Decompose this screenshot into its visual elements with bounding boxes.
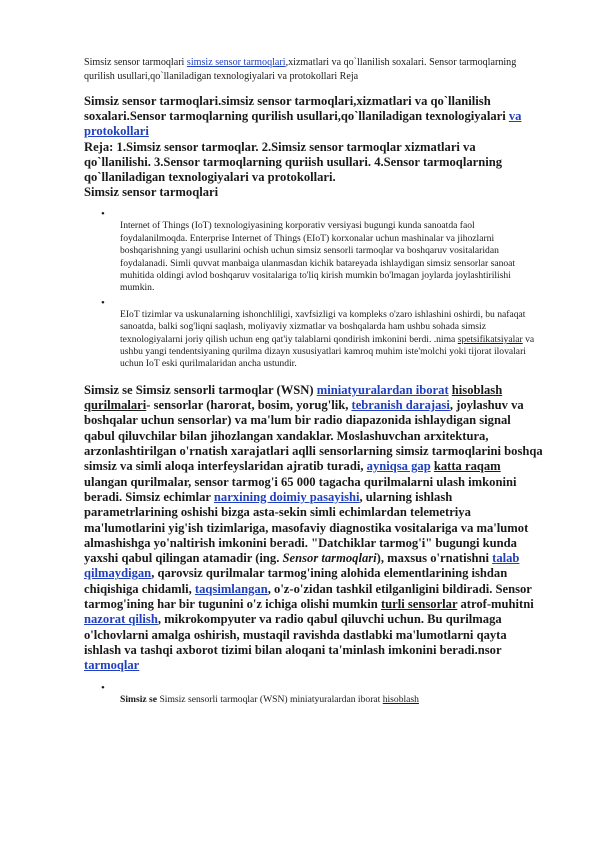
wsn-link[interactable]: miniatyuralardan iborat: [316, 382, 449, 397]
wsn-link[interactable]: narxining doimiy pasayishi: [213, 489, 360, 504]
intro-paragraph: [84, 56, 544, 84]
list-item-text: Simsiz se Simsiz sensorli tarmoqlar (WSN) miniatyuralardan iborat hisoblash: [120, 693, 419, 705]
bullet-icon: •: [101, 296, 105, 309]
plan-text: Reja: 1.Simsiz sensor tarmoqlar. 2.Simsiz sensor tarmoqlar xizmatlari va qo`llanilishi. 3.Sensor tarmoqlarning quriish usullari. 4.Sensor tarmoqlarning qo`llaniladigan texnologiyalari va protokollari.: [84, 139, 503, 185]
wsn-link[interactable]: nazorat qilish: [84, 612, 158, 627]
intro-text: Simsiz sensor tarmoqlari: [84, 57, 187, 68]
wsn-link[interactable]: tebranish darajasi: [351, 398, 450, 413]
heading-title: Simsiz sensor tarmoqlari.simsiz sensor tarmoqlari,xizmatlari va qo`llanilish soxalari.Sensor tarmoqlarning qurilish usullari,qo`llaniladigan texnologiyalari: [84, 94, 509, 124]
list-item-text: Internet of Things (IoT) texnologiyasining korporativ versiyasi bugungi kunda sanoatda faol foydalanilmoqda. Enterprise Internet of Things (EIoT) korxonalar uchun mashinalar va jihozlarni boshqarishning yangi usullarini ochish uchun simsiz sensorli tarmoqlar va boshqaruv vositalaridan foydalanadi. Simli quvvat manbaiga ulanmasdan kichik batareyada ishlaydigan simsiz sensorlar sanoat muhitida oldingi avlod boshqaruv vositalariga to'liq kirish mumkin bo'lmagan joylarda joylashtirilishi mumkin.: [120, 220, 516, 294]
list-item: [84, 297, 544, 371]
list-item-text: EIoT tizimlar va uskunalarning ishonchliligi, xavfsizligi va kompleks o'zaro ishlashini oshirdi, bu nafaqat sanoatda, balki sog'liqni saqlash, moliyaviy xizmatlar va boshqalarda ham ushbu sohada simsiz texnologiyalarni joriy qilish uchun eng qat'iy talablarni qondirish imkonini berdi. .nima spetsifikatsiyalar va ushbu yangi tendentsiyaning qurilma dizayn xususiyatlari kamroq muhim iste'molchi yoki tijorat ilovalari uchun IoT eski qurilmalaridan ancha ustundir.: [120, 308, 535, 370]
wsn-link[interactable]: turli sensorlar: [380, 597, 458, 612]
hisoblash-link[interactable]: hisoblash: [382, 693, 419, 705]
wsn-link[interactable]: taqsimlangan: [194, 581, 268, 596]
wsn-paragraph: Simsiz se Simsiz sensorli tarmoqlar (WSN) miniatyuralardan iborat hisoblash qurilmalari- sensorlar (harorat, bosim, yorug'lik, tebranish darajasi, joylashuv va boshqalar uchun sensorlar) va ma'lum bir radio diapazonida ishlaydigan signal qabul qiluvchilar bilan jihozlangan xandaklar. Moslashuvchan arxitektura, arzonlashtirilgan o'rnatish xarajatlari aqlli sensorlarning simsiz tarmoqlarini boshqa simsiz va simli aloqa interfeyslaridan ajratib turadi, ayniqsa gap katta raqam ulangan qurilmalar, sensor tarmog'i 65 000 tagacha qurilmalarni ulash imkonini beradi. Simsiz echimlar narxining doimiy pasayishi, ularning ishlash parametrlarining oshishi bizga asta-sekin simli echimlardan telemetriya ma'lumotlarini yig'ish tizimlariga, masofaviy diagnostika vositalariga va ma'lumot almashishga yo'naltirish imkonini beradi. "Datchiklar tarmog'i" bugungi kunda yaxshi qabul qilingan atamadir (ing. Sensor tarmoqlari), maxsus o'rnatishni talab qilmaydigan, qarovsiz qurilmalar tarmog'ining alohida elementlarining ishdan chiqishiga chidamli, taqsimlangan, o'z-o'zidan tashkil etilganligini bildiradi. Sensor tarmog'ining har bir tugunini o'z ichiga olishi mumkin turli sensorlar atrof-muhitni nazorat qilish, mikrokompyuter va radio qabul qiluvchi uchun. Bu qurilmaga o'lchovlarni amalga oshirish, mustaqil ravishda dastlabki ma'lumotlarni qayta ishlash va tashqi axborot tizimi bilan aloqani ta'minlash imkonini beradi.nsor tarmoqlar: [84, 382, 543, 673]
italic-term: Sensor tarmoqlari: [282, 551, 377, 566]
wsn-link[interactable]: tarmoqlar: [84, 658, 140, 673]
bullet-icon: •: [101, 208, 105, 221]
intro-link[interactable]: simsiz sensor tarmoqlari: [186, 57, 286, 68]
intro-text-cont: ,xizmatlari va qo`llanilish soxalari. Sensor tarmoqlarning qurilish usullari,qo`llaniladigan texnologiyalari va protokollari Reja: [84, 57, 517, 82]
wsn-link[interactable]: ayniqsa gap: [366, 459, 431, 474]
document-page: [84, 56, 544, 706]
specs-link[interactable]: spetsifikatsiyalar: [457, 333, 523, 345]
list-item: [84, 682, 544, 706]
list-item: [84, 208, 544, 294]
section-title: Simsiz sensor tarmoqlari: [84, 185, 219, 200]
document-heading: [84, 94, 544, 200]
bullet-list: [84, 208, 544, 370]
bullet-list: [84, 682, 544, 706]
wsn-link[interactable]: hisoblash qurilmalari: [84, 382, 503, 413]
heading-link[interactable]: va protokollari: [84, 109, 522, 139]
wsn-link[interactable]: katta raqam: [433, 459, 501, 474]
wsn-link[interactable]: talab qilmaydigan: [84, 551, 520, 581]
bullet-icon: •: [101, 681, 105, 694]
